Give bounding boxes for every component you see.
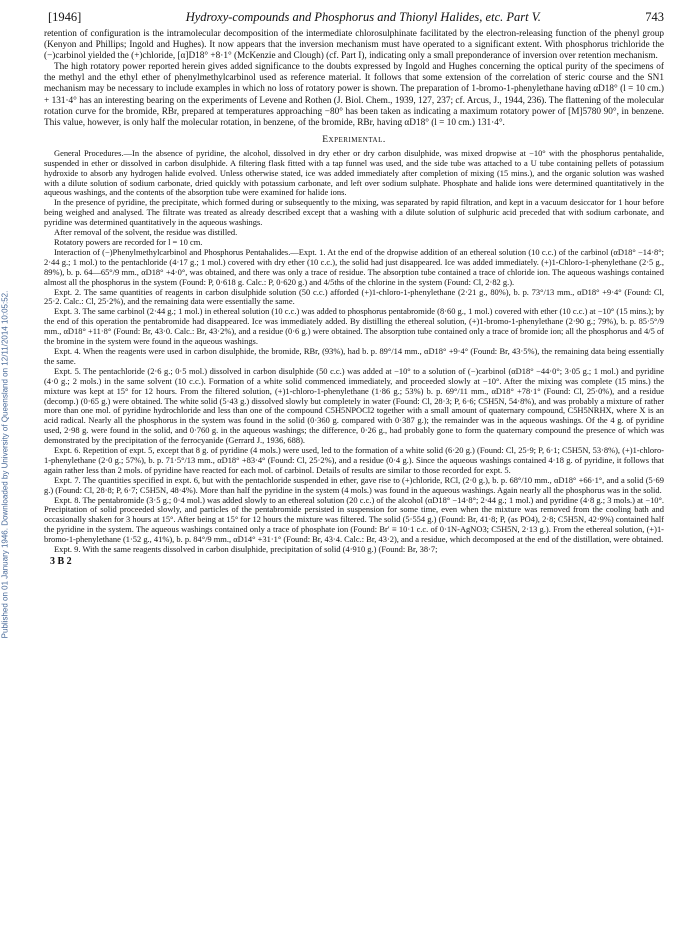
- paragraph: General Procedures.—In the absence of pyridine, the alcohol, dissolved in dry ether or dry carbon disulphide, was mixed dropwise at −10° with the phosphorus pentahalide, suspended in ether or dissolved in carbon disulphide. A filtering flask fitted with a tap funnel was used, and the side tube was attached to a U tube containing pellets of potassium hydroxide to absorb any hydrogen halide evolved. Unless otherwise stated, ice was added immediately after completion of mixing (15 mins.), and the organic solution was washed with a dilute solution of sodium carbonate, dried quickly with potassium carbonate, and left over sodium sulphate. Phosphate and halide ions were determined quantitatively in the aqueous washings, and the contents of the absorption tube were examined for halide ions.: [44, 147, 664, 198]
- paragraph: In the presence of pyridine, the precipitate, which formed during or subsequently to the mixing, was separated by rapid filtration, and kept in a vacuum desiccator for 1 hour before being weighed and analysed. The filtrate was treated as already described except that a washing with a dilute solution of sulphuric acid preceded that with sodium carbonate, and pyridine was determined quantitatively in the aqueous washings.: [44, 197, 664, 228]
- paragraph: Expt. 6. Repetition of expt. 5, except that 8 g. of pyridine (4 mols.) were used, led to the formation of a white solid (6·20 g.) (Found: Cl, 25·9; P, 6·1; C5H5N, 53·8%), (+)1-chloro-1-phenylethane (2·0 g.; 57%), b. p. 71·5°/13 mm., αD18° +83·4° (Found: Cl, 25·2%), and a residue (0·4 g.). Since the aqueous washings contained 4·18 g. of pyridine, it follows that again rather less than 2 mols. of pyridine have reacted for each mol. of carbinol. Details of results are similar to those recorded for expt. 5.: [44, 445, 664, 475]
- paragraph: retention of configuration is the intramolecular decomposition of the intermediate chlorosulphinate facilitated by the electron-releasing function of the phenyl group (Kenyon and Phillips; Ingold and Hughes). It now appears that the inversion mechanism must have operated to a significant extent. With phosphorus trichloride the (−)carbinol yielded the (+)chloride, [α]D18° +8·1° (McKenzie and Clough) (cf. Part I), indicating only a small preponderance of inversion over retention mechanism.: [44, 29, 664, 62]
- experimental-section: [44, 149, 664, 555]
- paragraph: Expt. 9. With the same reagents dissolved in carbon disulphide, precipitation of solid (4·910 g.) (Found: Br, 38·7;: [54, 544, 438, 555]
- running-header: [44, 10, 664, 25]
- paragraph: Interaction of (−)Phenylmethylcarbinol and Phosphorus Pentahalides.—Expt. 1. At the end of the dropwise addition of an ethereal solution (10 c.c.) of the carbinol (αD18° −14·8°; 2·44 g.; 1 mol.) to the pentachloride (4·17 g.; 1 mol.) covered with dry ether (10 c.c.), the solid had just disappeared. Ice was added immediately. (+)1-Chloro-1-phenylethane (2·5 g., 89%), b. p. 64—65°/9 mm., αD18° +4·0°, was obtained, and there was only a trace of residue. The absorption tube contained a trace of chloride ion. The aqueous washings contained almost all the phosphorus in the system (Found: P, 0·618 g. Calc.: P, 0·620 g.) and 4/5ths of the chlorine in the system (Found: Cl, 2·82 g.).: [44, 246, 664, 287]
- header-year: [1946]: [48, 10, 82, 24]
- paragraph: Expt. 5. The pentachloride (2·6 g.; 0·5 mol.) dissolved in carbon disulphide (50 c.c.) was added at −10° to a solution of (−)carbinol (αD18° −44·0°; 3·05 g.; 1 mol.) and pyridine (4·0 g.; 2 mols.) in the same solvent (10 c.c.). Formation of a white solid commenced immediately, and proceeded slowly at −10°. After the mixing was complete (15 mins.) the mixture was kept at 15° for 12 hours. From the filtered solution, (+)1-chloro-1-phenylethane (1·86 g.; 53%) b. p. 69°/11 mm., αD18° +78·1° (Found: Cl, 25·0%), and a residue (decomp.) (0·65 g.) were obtained. The white solid (5·43 g.) dissolved slowly but completely in water (Found: Cl, 28·3; P, 6·6; C5H5N, 54·8%), and was probably a mixture of rather more than one mol. of pyridine hydrochloride and less than one of the compound C5H5NPOCl2 together with a small amount of quaternary compound, C5H5NRHX, where X is an acid radical. Nearly all the phosphorus in the system was found in the solid (0·360 g. compared with 0·387 g.); the remainder was in the aqueous washings. Of the 4 g. of pyridine used, 2·98 g. were found in the solid, and 0·760 g. in the aqueous washings; the difference, 0·26 g., had probably gone to form the quaternary compound the presence of which was demonstrated by the precipitation of the ferrocyanide (Gerrard J., 1936, 688).: [44, 365, 664, 446]
- paragraph: Expt. 7. The quantities specified in expt. 6, but with the pentachloride suspended in ether, gave rise to (+)chloride, RCl, (2·0 g.), b. p. 68°/10 mm., αD18° +66·1°, and a solid (5·69 g.) (Found: Cl, 28·8; P, 6·7; C5H5N, 48·4%). More than half the pyridine in the system (4 mols.) was found in the aqueous washings. Again nearly all the phosphorus was in the solid.: [44, 474, 664, 495]
- header-title: Hydroxy-compounds and Phosphorus and Thionyl Halides, etc. Part V.: [185, 10, 541, 24]
- journal-page: [44, 10, 664, 567]
- download-notice: Published on 01 January 1946. Downloaded by University of Queensland on 12/11/2014 10:05:52.: [0, 290, 10, 639]
- paragraph: Expt. 2. The same quantities of reagents in carbon disulphide solution (50 c.c.) afforded (+)1-chloro-1-phenylethane (2·21 g., 80%), b. p. 73°/13 mm., αD18° +9·4° (Found: Cl, 25·2. Calc.: Cl, 25·2%), and the remaining data were essentially the same.: [44, 286, 664, 307]
- paragraph: After removal of the solvent, the residue was distilled.: [54, 227, 238, 238]
- page-number: 743: [645, 10, 664, 24]
- signature-mark: 3 B 2: [50, 556, 72, 567]
- paragraph: Rotatory powers are recorded for l = 10 cm.: [54, 237, 203, 247]
- paragraph: Expt. 4. When the reagents were used in carbon disulphide, the bromide, RBr, (93%), had b. p. 89°/14 mm., αD18° +9·4° (Found: Br, 43·5%), the remaining data being essentially the same.: [44, 345, 664, 366]
- paragraph: The high rotatory power reported herein gives added significance to the doubts expressed by Ingold and Hughes concerning the optical purity of the specimens of the methyl and the ethyl ether of phenylmethylcarbinol used as reference material. It follows that some extension of the correlation of steric course and the SN1 mechanism may be necessary to include examples in which no loss of rotatory power is shown. The preparation of 1-bromo-1-phenylethane having αD18° (l = 10 cm.) + 131·4° has an interesting bearing on the experiments of Levene and Rothen (J. Biol. Chem., 1939, 127, 237; cf. Arcus, J., 1944, 236). The flattening of the molecular rotation curve for the bromide, RBr, prepared at temperatures approaching −80° has been taken as indicating a maximum rotatory power of [M]5780 90°, in benzene. This value, however, is only half the molecular rotation, in benzene, of the bromide, RBr, having αD18° (l = 10 cm.) 131·4°.: [44, 62, 664, 128]
- paragraph: Expt. 3. The same carbinol (2·44 g.; 1 mol.) in ethereal solution (10 c.c.) was added to phosphorus pentabromide (8·60 g., 1 mol.) covered with ether (10 c.c.) at −10° (15 mins.); by the end of this operation the pentabromide had disappeared. Ice was immediately added. By distilling the ethereal solution, (+)1-bromo-1-phenylethane (2·90 g.; 79%), b. p. 85·5°/9 mm., αD18° +11·8° (Found: Br, 43·0. Calc.: Br, 43·2%), and a residue (0·6 g.) were obtained. The absorption tube contained only a trace of bromide ion; all the phosphorus and 4/5 of the bromine in the system were found in the aqueous washings.: [44, 306, 664, 347]
- section-heading: Experimental.: [322, 134, 386, 145]
- article-body: [44, 29, 664, 555]
- publication-sidebar: [0, 0, 22, 936]
- paragraph: Expt. 8. The pentabromide (3·5 g.; 0·4 mol.) was added slowly to an ethereal solution (20 c.c.) of the alcohol (αD18° −14·8°; 2·44 g.; 1 mol.) and pyridine (4·8 g.; 3 mols.) at −10°. Precipitation of solid proceeded slowly, and particles of the pentabromide persisted in suspension for some time, even when the mixture was removed from the cooling bath and occasionally shaken for 3 hours at 15°. After being at 15° for 12 hours the mixture was filtered. The solid (5·554 g.) (Found: Br, 41·8; P, (as PO4), 2·8; C5H5N, 42·9%) contained half the pyridine in the system. The aqueous washings contained only a trace of phosphate ion (Found: Br′ ≡ 10·1 c.c. of 0·1N-AgNO3; C5H5N, 2·13 g.). From the ethereal solution, (+)1-bromo-1-phenylethane (1·52 g., 41%), b. p. 84°/9 mm., αD14° +31·1° (Found: Br, 43·4. Calc.: Br, 43·2), and a residue, which decomposed at the end of the distillation, were obtained.: [44, 494, 664, 545]
